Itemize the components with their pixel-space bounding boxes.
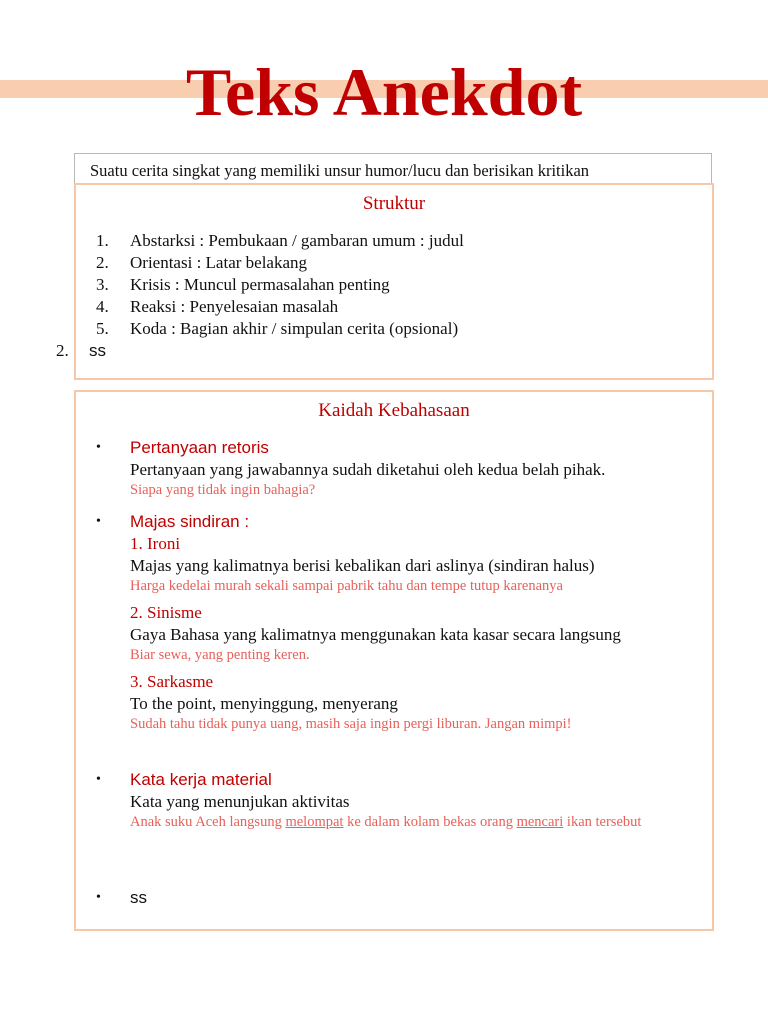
retoris-label: Pertanyaan retoris [130,438,269,457]
list-item: 5. Koda : Bagian akhir / simpulan cerita (opsional) [96,319,459,338]
stray-list-item: 2. ss [56,341,106,360]
ironi-label: 1. Ironi [130,534,181,553]
struktur-heading: Struktur [362,193,426,214]
sarkasme-label: 3. Sarkasme [130,672,214,691]
last-item-text: ss [130,888,147,907]
sarkasme-example: Sudah tahu tidak punya uang, masih saja ingin pergi liburan. Jangan mimpi! [130,716,572,732]
sinisme-label: 2. Sinisme [130,603,202,622]
bullet-retoris [96,437,696,500]
material-desc: Kata yang menunjukan aktivitas [130,792,350,811]
list-item: 3. Krisis : Muncul permasalahan penting [96,275,390,294]
sarkasme-desc: To the point, menyinggung, menyerang [130,694,398,713]
list-item: 1. Abstarksi : Pembukaan / gambaran umum : judul [96,231,464,250]
bullet-icon: • [96,514,101,529]
struktur-list [96,230,464,340]
material-label: Kata kerja material [130,770,272,789]
bullet-majas [96,511,696,734]
bullet-icon: • [96,890,101,905]
list-item: 2. Orientasi : Latar belakang [96,253,308,272]
ironi-example: Harga kedelai murah sekali sampai pabrik tahu dan tempe tutup karenanya [130,578,563,594]
kaidah-heading: Kaidah Kebahasaan [318,400,470,421]
bullet-icon: • [96,440,101,455]
sinisme-example: Biar sewa, yang penting keren. [130,647,310,663]
retoris-example: Siapa yang tidak ingin bahagia? [130,482,316,498]
bullet-icon: • [96,772,101,787]
material-example: Anak suku Aceh langsung melompat ke dalam kolam bekas orang mencari ikan tersebut [130,814,642,830]
ironi-desc: Majas yang kalimatnya berisi kebalikan dari aslinya (sindiran halus) [130,556,595,575]
bullet-material [96,769,696,832]
bullet-last [96,887,696,909]
list-item: 4. Reaksi : Penyelesaian masalah [96,297,339,316]
page-title: Teks Anekdot [185,54,583,130]
majas-label: Majas sindiran : [130,512,250,531]
sinisme-desc: Gaya Bahasa yang kalimatnya menggunakan kata kasar secara langsung [130,625,621,644]
kaidah-box [74,390,714,931]
retoris-desc: Pertanyaan yang jawabannya sudah diketahui oleh kedua belah pihak. [130,460,606,479]
struktur-box [74,183,714,380]
definition-text: Suatu cerita singkat yang memiliki unsur humor/lucu dan berisikan kritikan [74,153,712,215]
